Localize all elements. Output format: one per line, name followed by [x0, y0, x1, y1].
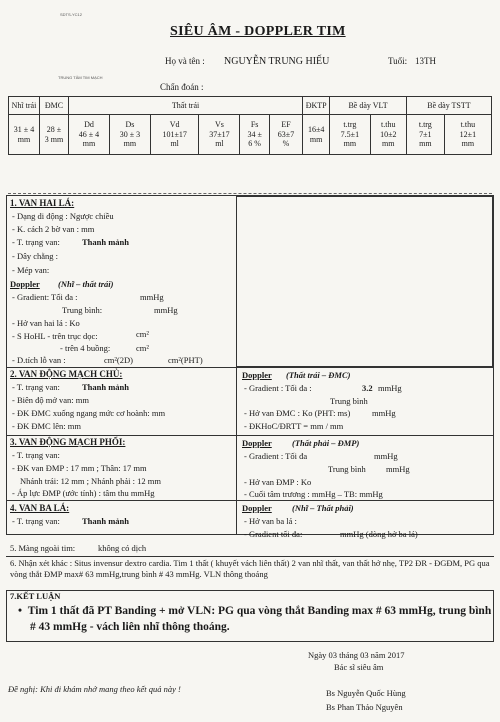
s2-ratio: - ĐKHoC/ĐRTT = mm / mm	[244, 421, 344, 431]
header-left-ventricle: Thất trái	[69, 97, 303, 115]
header-left-atrium: Nhĩ trái	[9, 97, 40, 115]
value-vs: Vs 37±17 ml	[199, 115, 240, 155]
footer-note: Đề nghị: Khi đi khám nhớ mang theo kết quả này !	[8, 684, 181, 694]
s3-branches: Nhánh trái: 12 mm ; Nhánh phải : 12 mm	[20, 476, 161, 486]
s3-gradient-max: - Gradient : Tối đa	[244, 451, 308, 461]
s2-regurgitation: - Hở van ĐMC : Ko (PHT: ms)	[244, 408, 351, 418]
s3-gradient-mean: Trung bình	[328, 464, 366, 474]
s3-gradient-mean-unit: mmHg	[386, 464, 410, 474]
divider-s3	[6, 435, 494, 436]
s3-doppler: Doppler	[242, 438, 272, 448]
s2-doppler-note: (Thất trái – ĐMC)	[286, 370, 351, 380]
s1-valve-area-2d: cm²(2D)	[104, 355, 133, 365]
s2-doppler: Doppler	[242, 370, 272, 380]
s4-valve-status-label: - T. trạng van:	[12, 516, 60, 526]
patient-name-label: Họ và tên :	[165, 56, 205, 66]
s1-area-long-axis: - S HoHL - trên trục dọc:	[12, 331, 98, 341]
s1-chordae: - Dây chằng :	[12, 251, 59, 261]
s2-valve-status: Thanh mảnh	[82, 382, 130, 392]
s4-gradient-unit: mmHg (dòng hở ba lá)	[340, 529, 418, 539]
s3-doppler-note: (Thất phải – ĐMP)	[292, 438, 360, 448]
s2-gradient-max-value: 3.2	[362, 383, 373, 393]
s2-opening-amplitude: - Biên độ mở van: mm	[12, 395, 89, 405]
value-vd: Vd 101±17 ml	[150, 115, 199, 155]
s3-pa-diameter: - ĐK van ĐMP : 17 mm ; Thân: 17 mm	[12, 463, 147, 473]
s2-gradient-max-unit: mmHg	[378, 383, 402, 393]
s2-heading: 2. VAN ĐỘNG MẠCH CHỦ:	[10, 369, 123, 379]
s1-area-long-axis-unit: cm²	[136, 329, 149, 339]
s2-gradient-max: - Gradient : Tối đa :	[244, 383, 312, 393]
s3-pa-pressure: - Áp lực ĐMP (ước tính) : tâm thu mmHg	[12, 488, 155, 498]
s4-doppler-note: (Nhĩ – Thất phải)	[292, 503, 354, 513]
patient-age-label: Tuổi:	[388, 56, 408, 66]
s4-heading: 4. VAN BA LÁ:	[10, 503, 70, 513]
s5-value: không có dịch	[98, 543, 147, 553]
s1-valve-status: Thanh mảnh	[82, 237, 130, 247]
organization-name: TRUNG TÂM TIM MẠCH	[58, 75, 103, 80]
s2-ascending-aorta: - ĐK ĐMC lên: mm	[12, 421, 81, 431]
s3-gradient-max-unit: mmHg	[374, 451, 398, 461]
patient-age: 13TH	[415, 56, 436, 66]
s2-descending-aorta: - ĐK ĐMC xuống ngang mức cơ hoành: mm	[12, 408, 166, 418]
header-dktp: ĐKTP	[303, 97, 330, 115]
s1-area-4-chamber-unit: cm²	[136, 343, 149, 353]
s3-regurgitation: - Hở van ĐMP : Ko	[244, 477, 312, 487]
s1-doppler-note: (Nhĩ – thất trái)	[58, 279, 114, 289]
divider-s2	[6, 367, 494, 368]
s6-text: Situs invensur dextro cardia. Tim 1 thất ( khuyết vách liên thất) 2 van nhĩ thất, van thất hở nhẹ, TP2 ĐR - ĐGĐM, PG qua vòng thắt ĐMP max# 63 mmHg,trung bình # 43 mmHg. VLN thông thoáng	[10, 558, 490, 579]
value-dktp: 16±4 mm	[303, 115, 330, 155]
value-tstt-systole: t.thu 12±1 mm	[444, 115, 491, 155]
echo-image-box	[236, 196, 493, 367]
s1-heading: 1. VAN HAI LÁ:	[10, 198, 75, 208]
s1-valve-area-pht: cm²(PHT)	[168, 355, 203, 365]
value-tstt-diastole: t.trg 7±1 mm	[406, 115, 444, 155]
divider-s2-vertical	[236, 367, 237, 535]
s2-gradient-mean: Trung bình	[330, 396, 368, 406]
s1-area-4-chamber: - trên 4 buồng:	[60, 343, 111, 353]
s7-heading: 7.KẾT LUẬN	[10, 591, 61, 601]
s3-end-diastolic: - Cuối tâm trương : mmHg – TB: mmHg	[244, 489, 383, 499]
s1-leaflet-distance: - K. cách 2 bờ van : mm	[12, 224, 95, 234]
s3-heading: 3. VAN ĐỘNG MẠCH PHỔI:	[10, 437, 126, 447]
divider-s4	[6, 500, 494, 501]
header-tstt-thickness: Bề dày TSTT	[406, 97, 491, 115]
patient-name: NGUYỄN TRUNG HIẾU	[224, 56, 330, 67]
s1-motion: - Dạng di động : Ngược chiều	[12, 211, 114, 221]
document-code: SDTS-YC12	[60, 12, 83, 17]
header-vlt-thickness: Bề dày VLT	[330, 97, 407, 115]
s1-valve-status-label: - T. trạng van:	[12, 237, 60, 247]
dashed-divider	[8, 193, 492, 194]
s4-valve-status: Thanh mảnh	[82, 516, 130, 526]
conclusion-frame	[6, 590, 494, 642]
s4-regurgitation: - Hở van ba lá :	[244, 516, 297, 526]
report-date: Ngày 03 tháng 03 năm 2017	[308, 650, 405, 660]
s5-label: 5. Màng ngoài tim:	[10, 543, 76, 553]
value-vlt-diastole: t.trg 7.5±1 mm	[330, 115, 370, 155]
s1-commissure: - Mép van:	[12, 265, 50, 275]
s6-label: 6. Nhận xét khác :	[10, 558, 73, 568]
s2-valve-status-label: - T. trạng van:	[12, 382, 60, 392]
diagnosis-label: Chẩn đoán :	[160, 82, 204, 92]
s1-regurgitation: - Hở van hai lá : Ko	[12, 318, 80, 328]
value-ef: EF 63±7 %	[269, 115, 302, 155]
measurement-table	[8, 96, 492, 155]
s1-gradient-mean-unit: mmHg	[154, 305, 178, 315]
value-left-atrium: 31 ± 4 mm	[9, 115, 40, 155]
bullet-icon: •	[18, 605, 28, 617]
s3-valve-status: - T. trạng van:	[12, 450, 60, 460]
divider-s6	[6, 556, 494, 557]
value-ds: Ds 30 ± 3 mm	[109, 115, 150, 155]
s1-gradient-max: - Gradient: Tối đa :	[12, 292, 78, 302]
value-aorta: 28 ± 3 mm	[40, 115, 69, 155]
s1-valve-area: - D.tích lỗ van :	[12, 355, 66, 365]
s4-gradient: - Gradient tối đa:	[244, 529, 303, 539]
value-vlt-systole: t.thu 10±2 mm	[370, 115, 406, 155]
s1-gradient-max-unit: mmHg	[140, 292, 164, 302]
doctor-name-2: Bs Phan Thảo Nguyên	[326, 702, 403, 712]
s1-doppler: Doppler	[10, 279, 40, 289]
s1-gradient-mean: Trung bình:	[62, 305, 103, 315]
doctor-name-1: Bs Nguyễn Quốc Hùng	[326, 688, 406, 698]
value-dd: Dd 46 ± 4 mm	[69, 115, 110, 155]
header-aorta: ĐMC	[40, 97, 69, 115]
report-title: SIÊU ÂM - DOPPLER TIM	[170, 24, 346, 39]
s2-gradient-mean-unit: mmHg	[372, 408, 396, 418]
doctor-title: Bác sĩ siêu âm	[334, 662, 384, 672]
conclusion-text: • Tim 1 thất đã PT Banding + mở VLN: PG qua vòng thắt Banding max # 63 mmHg, trung bình # 43 mmHg - vách liên nhĩ thông thoáng.	[18, 605, 492, 633]
s6-other-findings	[10, 558, 492, 579]
s4-doppler: Doppler	[242, 503, 272, 513]
value-fs: Fs 34 ± 6 %	[240, 115, 269, 155]
